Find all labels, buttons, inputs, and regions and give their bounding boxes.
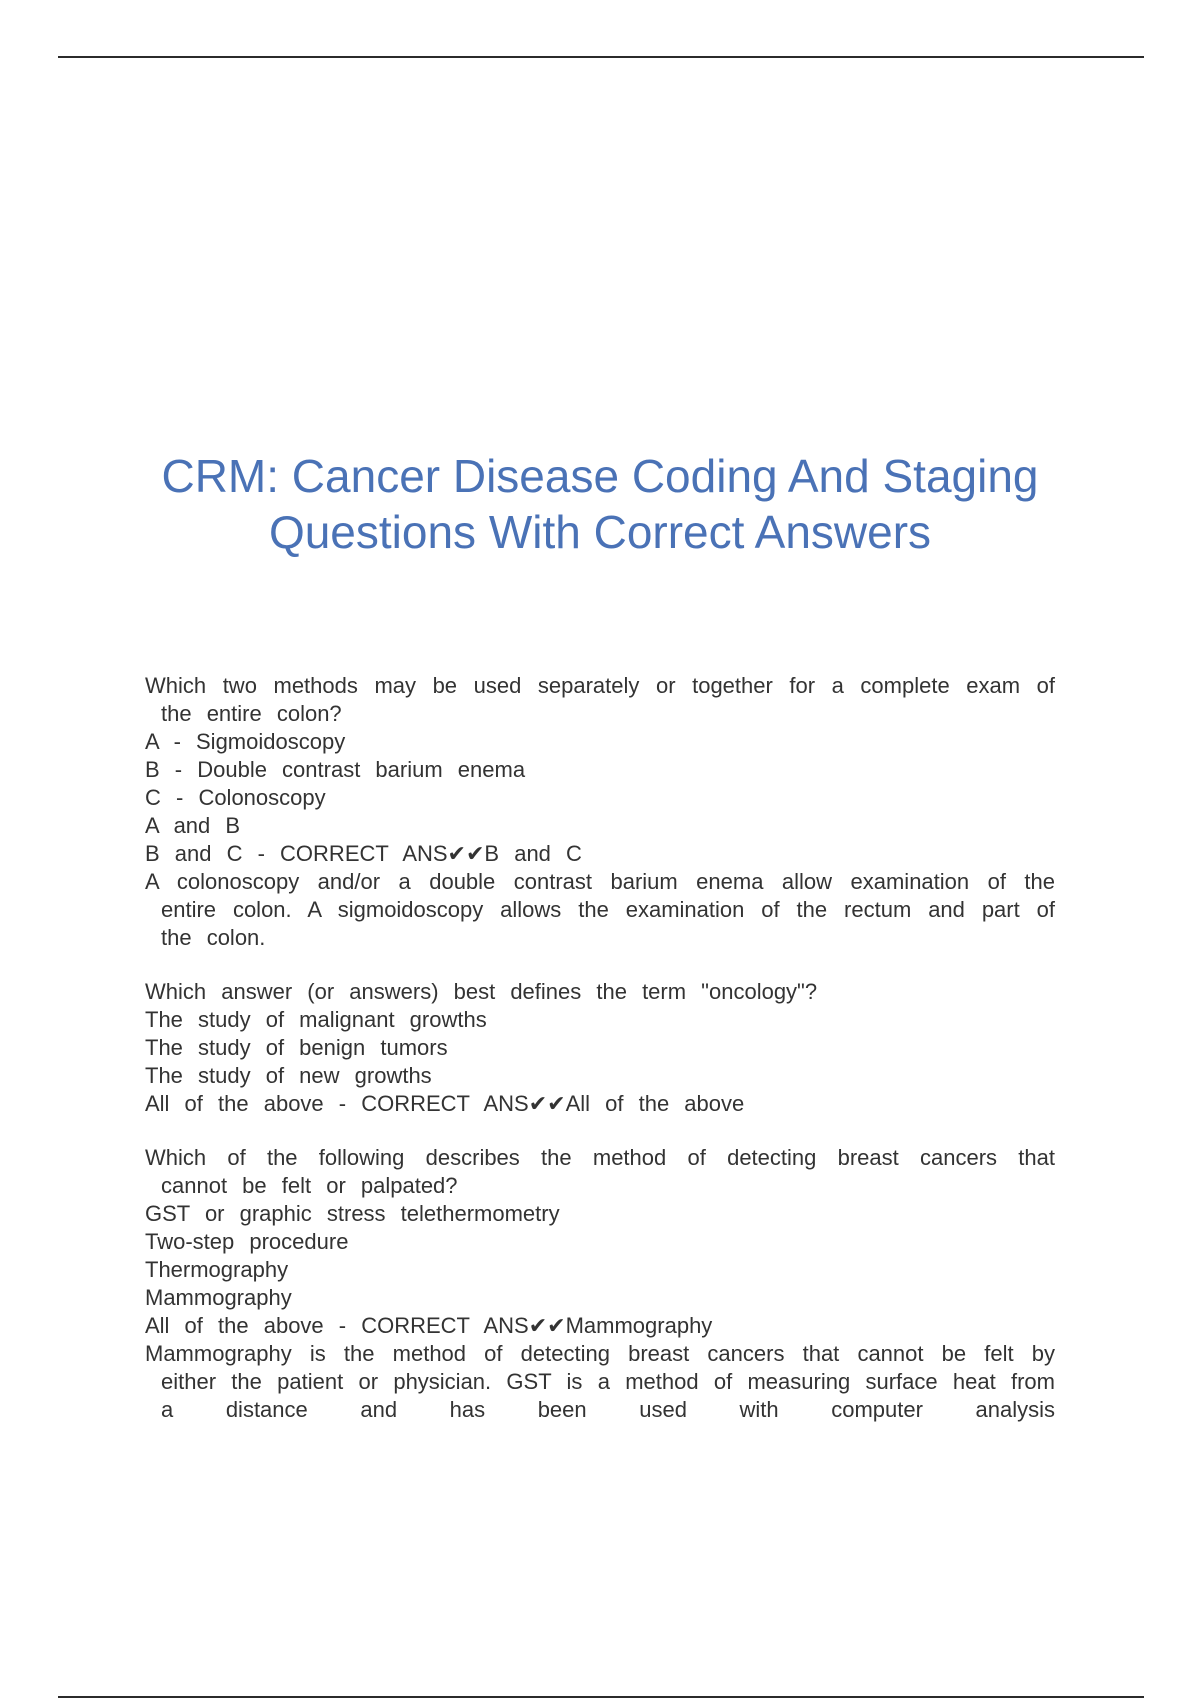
- header-rule: [58, 56, 1144, 58]
- answer-option: Two-step procedure: [145, 1229, 349, 1254]
- answer-option: The study of malignant growths: [145, 1007, 487, 1032]
- correct-answer: All of the above - CORRECT ANS✔✔All of the above: [145, 1091, 745, 1116]
- correct-answer: B and C - CORRECT ANS✔✔B and C: [145, 841, 582, 866]
- answer-option: B - Double contrast barium enema: [145, 757, 526, 782]
- question-text: Which answer (or answers) best defines the term "oncology"?: [145, 979, 818, 1004]
- answer-option: A - Sigmoidoscopy: [145, 729, 346, 754]
- answer-option: The study of benign tumors: [145, 1035, 448, 1060]
- answer-explanation: Mammography is the method of detecting breast cancers that cannot be felt by either the patient or physician. GST is a method of measuring surface heat from a distance and has been used with computer analysis: [145, 1341, 1055, 1422]
- question-block-3: [145, 1144, 1055, 1424]
- footer-rule: [58, 1696, 1144, 1698]
- answer-option: GST or graphic stress telethermometry: [145, 1201, 560, 1226]
- title-line-2: Questions With Correct Answers: [268, 506, 932, 558]
- answer-option: A and B: [145, 813, 241, 838]
- answer-explanation: A colonoscopy and/or a double contrast barium enema allow examination of the entire colon. A sigmoidoscopy allows the examination of the rectum and part of the colon.: [145, 869, 1055, 950]
- question-block-2: [145, 978, 1055, 1118]
- answer-option: Mammography: [145, 1285, 292, 1310]
- title-line-1: CRM: Cancer Disease Coding And Staging: [161, 450, 1039, 502]
- question-text: Which of the following describes the method of detecting breast cancers that cannot be felt or palpated?: [145, 1145, 1055, 1198]
- answer-option: C - Colonoscopy: [145, 785, 326, 810]
- correct-answer: All of the above - CORRECT ANS✔✔Mammography: [145, 1313, 713, 1338]
- answer-option: Thermography: [145, 1257, 289, 1282]
- document-body: [145, 672, 1055, 1450]
- answer-option: The study of new growths: [145, 1063, 432, 1088]
- question-block-1: [145, 672, 1055, 952]
- question-text: Which two methods may be used separately or together for a complete exam of the entire colon?: [145, 673, 1055, 726]
- document-title: [60, 448, 1140, 560]
